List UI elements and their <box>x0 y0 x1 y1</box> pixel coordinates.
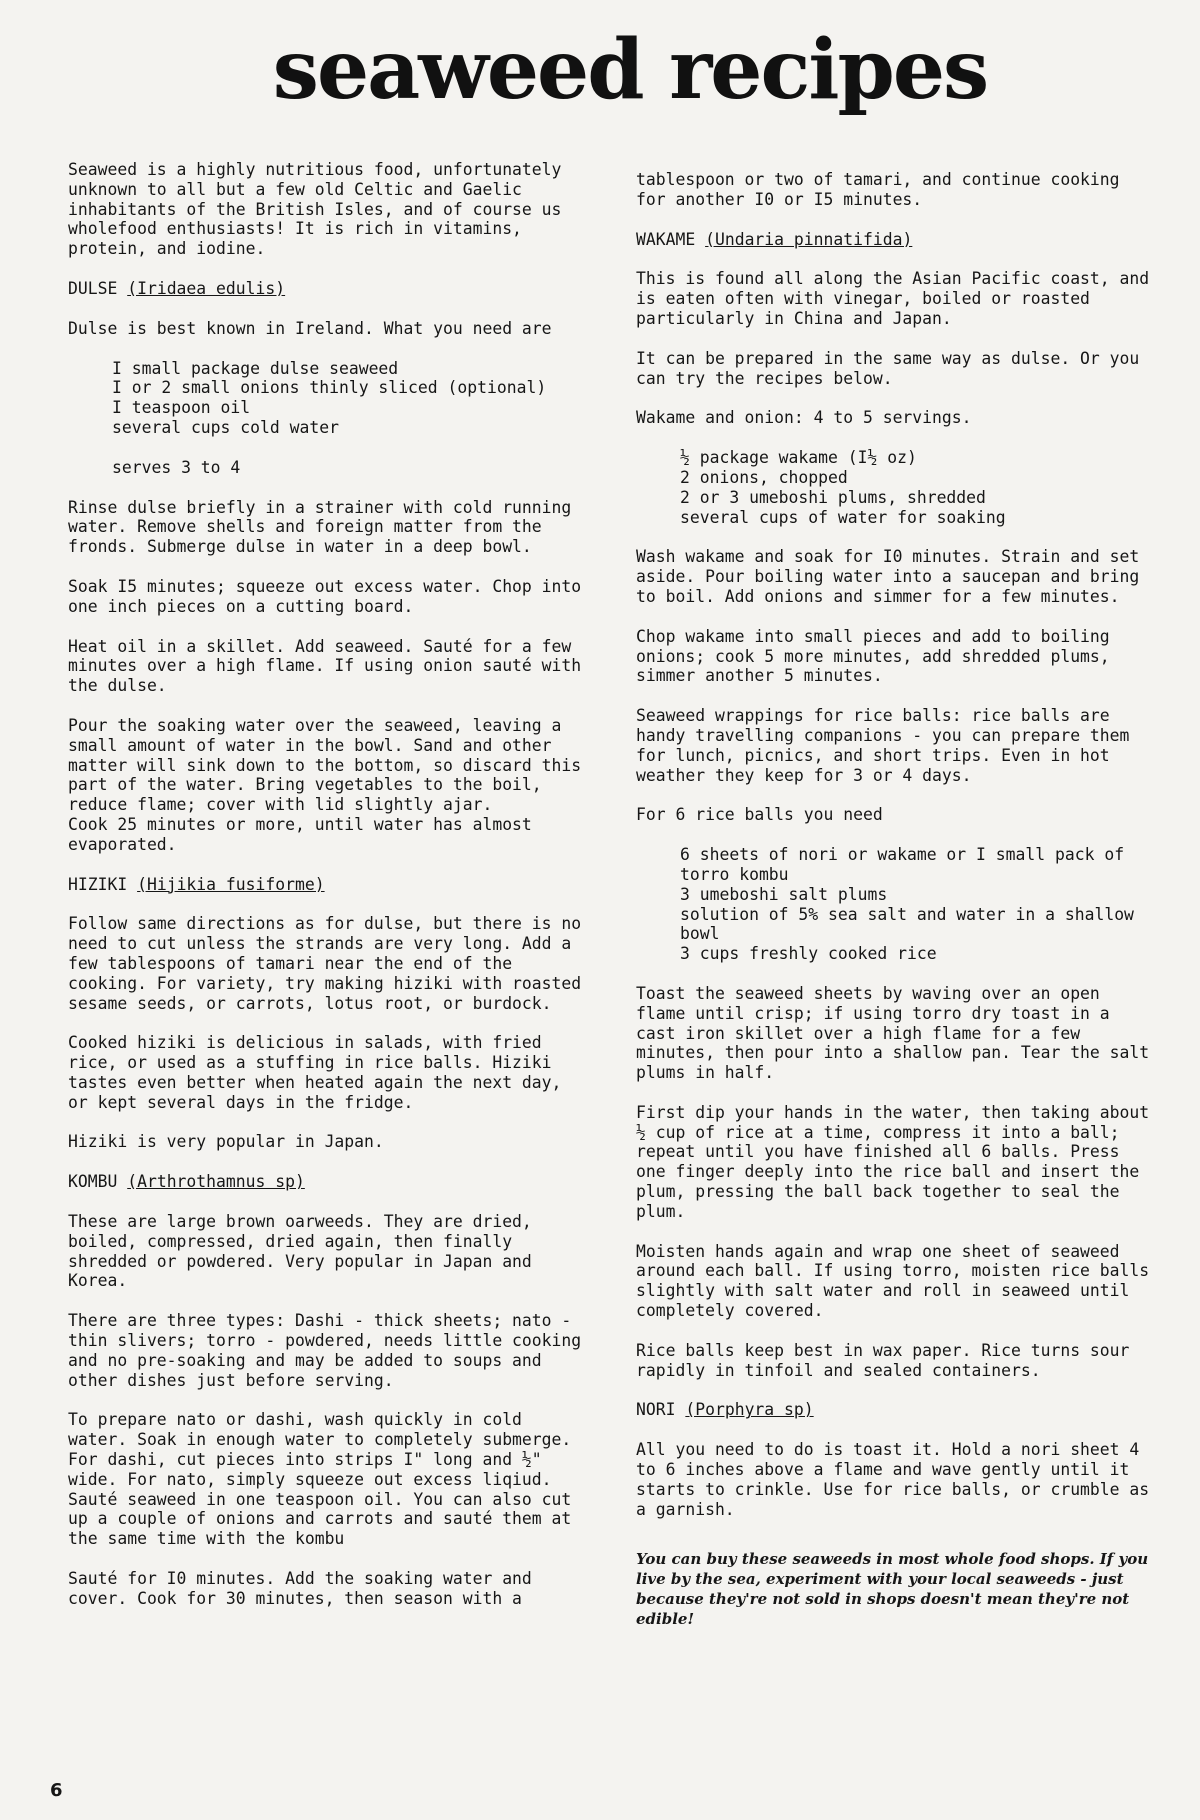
kombu-name: KOMBU <box>68 1172 118 1192</box>
hiziki-paragraph-3: Hiziki is very popular in Japan. <box>68 1132 384 1152</box>
intro-paragraph: Seaweed is a highly nutritious food, unfortunately unknown to all but a few old Celtic and Gaelic inhabitants of the British Isles, and of course us wholefood enthusiasts! It is rich in vitamins, protein, and iodine. <box>68 160 572 259</box>
wakame-name: WAKAME <box>636 229 696 249</box>
wakame-paragraph-2: It can be prepared in the same way as dulse. Or you can try the recipes below. <box>636 348 1150 388</box>
nori-scientific-name: (Porphyra sp) <box>685 1400 814 1420</box>
hiziki-name: HIZIKI <box>68 874 128 894</box>
kombu-scientific-name: (Arthrothamnus sp) <box>127 1172 305 1192</box>
nori-name: NORI <box>636 1400 676 1420</box>
rice-balls-for-six: For 6 rice balls you need <box>636 805 883 825</box>
kombu-continued: tablespoon or two of tamari, and continue cooking for another I0 or I5 minutes. <box>636 170 1130 209</box>
kombu-paragraph-2: There are three types: Dashi - thick sheets; nato - thin slivers; torro - powdered, needs little cooking and no pre-soaking and may be added to soups and other dishes just before serving. <box>68 1311 592 1390</box>
nori-paragraph-1: All you need to do is toast it. Hold a nori sheet 4 to 6 inches above a flame and wave gently until it starts to crinkle. Use for rice balls, or crumble as a garnish. <box>636 1440 1160 1519</box>
dulse-ingredients: I small package dulse seaweed I or 2 small onions thinly sliced (optional) I teaspoon oil several cups cold water <box>112 358 547 437</box>
wakame-step-1: Wash wakame and soak for I0 minutes. Strain and set aside. Pour boiling water into a saucepan and bring to boil. Add onions and simmer for a few minutes. <box>636 547 1150 606</box>
hiziki-paragraph-2: Cooked hiziki is delicious in salads, with fried rice, or used as a stuffing in rice balls. Hiziki tastes even better when heated again the next day, or kept several days in the fridge. <box>68 1033 572 1112</box>
nori-heading <box>636 1400 1156 1420</box>
rice-balls-step-3: Moisten hands again and wrap one sheet of seaweed around each ball. If using torro, moisten rice balls slightly with salt water and roll in seaweed until completely covered. <box>636 1241 1160 1321</box>
rice-balls-step-2: First dip your hands in the water, then taking about ½ cup of rice at a time, compress it into a ball; repeat until you have finished all 6 balls. Press one finger deeply into the rice ball and insert the plum, pressing the ball back together to seal the plum. <box>636 1102 1160 1221</box>
dulse-scientific-name: (Iridaea edulis) <box>127 278 286 298</box>
wakame-recipe-title: Wakame and onion: 4 to 5 servings. <box>636 408 972 428</box>
hiziki-paragraph-1: Follow same directions as for dulse, but there is no need to cut unless the strands are very long. Add a few tablespoons of tamari near the end of the cooking. For variety, try making hiziki with roasted sesame seeds, or carrots, lotus root, or burdock. <box>68 914 592 1013</box>
kombu-paragraph-1: These are large brown oarweeds. They are dried, boiled, compressed, dried again, then finally shredded or powdered. Very popular in Japan and Korea. <box>68 1212 542 1291</box>
wakame-scientific-name: (Undaria pinnatifida) <box>705 229 913 249</box>
hiziki-scientific-name: (Hijikia fusiforme) <box>137 874 325 894</box>
hiziki-heading <box>68 875 588 895</box>
left-column <box>68 160 592 1629</box>
dulse-step-3: Heat oil in a skillet. Add seaweed. Sauté for a few minutes over a high flame. If using onion sauté with the dulse. <box>68 636 592 696</box>
wakame-ingredients: ½ package wakame (I½ oz) 2 onions, chopped 2 or 3 umeboshi plums, shredded several cups of water for soaking <box>680 448 1006 527</box>
page-number: 6 <box>50 1780 63 1801</box>
page-title: seaweed recipes <box>272 22 988 118</box>
dulse-serves: serves 3 to 4 <box>112 457 241 477</box>
kombu-paragraph-4: Sauté for I0 minutes. Add the soaking water and cover. Cook for 30 minutes, then season with a <box>68 1569 542 1608</box>
wakame-paragraph-1: This is found all along the Asian Pacific coast, and is eaten often with vinegar, boiled or roasted particularly in China and Japan. <box>636 269 1160 328</box>
rice-balls-step-1: Toast the seaweed sheets by waving over an open flame until crisp; if using torro dry toast in a cast iron skillet over a high flame for a few minutes, then pour into a shallow pan. Tear the salt plums in half. <box>636 983 1160 1083</box>
rice-balls-intro: Seaweed wrappings for rice balls: rice balls are handy travelling companions - you can prepare them for lunch, picnics, and short trips. Even in hot weather they keep for 3 or 4 days. <box>636 706 1140 785</box>
dulse-intro: Dulse is best known in Ireland. What you need are <box>68 318 552 338</box>
rice-balls-ingredients: 6 sheets of nori or wakame or I small pack of torro kombu 3 umeboshi salt plums solution of 5% sea salt and water in a shallow bowl 3 cups freshly cooked rice <box>680 845 1134 964</box>
dulse-step-4: Pour the soaking water over the seaweed, leaving a small amount of water in the bowl. Sand and other matter will sink down to the bottom, so discard this part of the water. Bring vegetables to the boil, reduce flame; cover with lid slightly ajar. Cook 25 minutes or more, until water has almost evaporated. <box>68 715 582 854</box>
right-column <box>636 170 1160 1649</box>
kombu-paragraph-3: To prepare nato or dashi, wash quickly in cold water. Soak in enough water to completely submerge. For dashi, cut pieces into strips I" long and ½" wide. For nato, simply squeeze out excess liqiud. Sauté seaweed in one teaspoon oil. You can also cut up a couple of onions and carrots and sauté them at the same time with the kombu <box>68 1410 582 1549</box>
rice-balls-step-4: Rice balls keep best in wax paper. Rice turns sour rapidly in tinfoil and sealed containers. <box>636 1340 1140 1380</box>
dulse-step-1: Rinse dulse briefly in a strainer with cold running water. Remove shells and foreign matter from the fronds. Submerge dulse in water in a deep bowl. <box>68 497 582 557</box>
closing-note: You can buy these seaweeds in most whole food shops. If you live by the sea, experiment with your local seaweeds - just because they're not sold in shops doesn't mean they're not edible! <box>636 1550 1154 1629</box>
dulse-name: DULSE <box>68 278 118 298</box>
dulse-step-2: Soak I5 minutes; squeeze out excess water. Chop into one inch pieces on a cutting board. <box>68 576 592 616</box>
kombu-heading <box>68 1172 588 1192</box>
wakame-step-2: Chop wakame into small pieces and add to boiling onions; cook 5 more minutes, add shredded plums, simmer another 5 minutes. <box>636 626 1120 686</box>
wakame-heading <box>636 230 1156 250</box>
dulse-heading <box>68 279 588 299</box>
